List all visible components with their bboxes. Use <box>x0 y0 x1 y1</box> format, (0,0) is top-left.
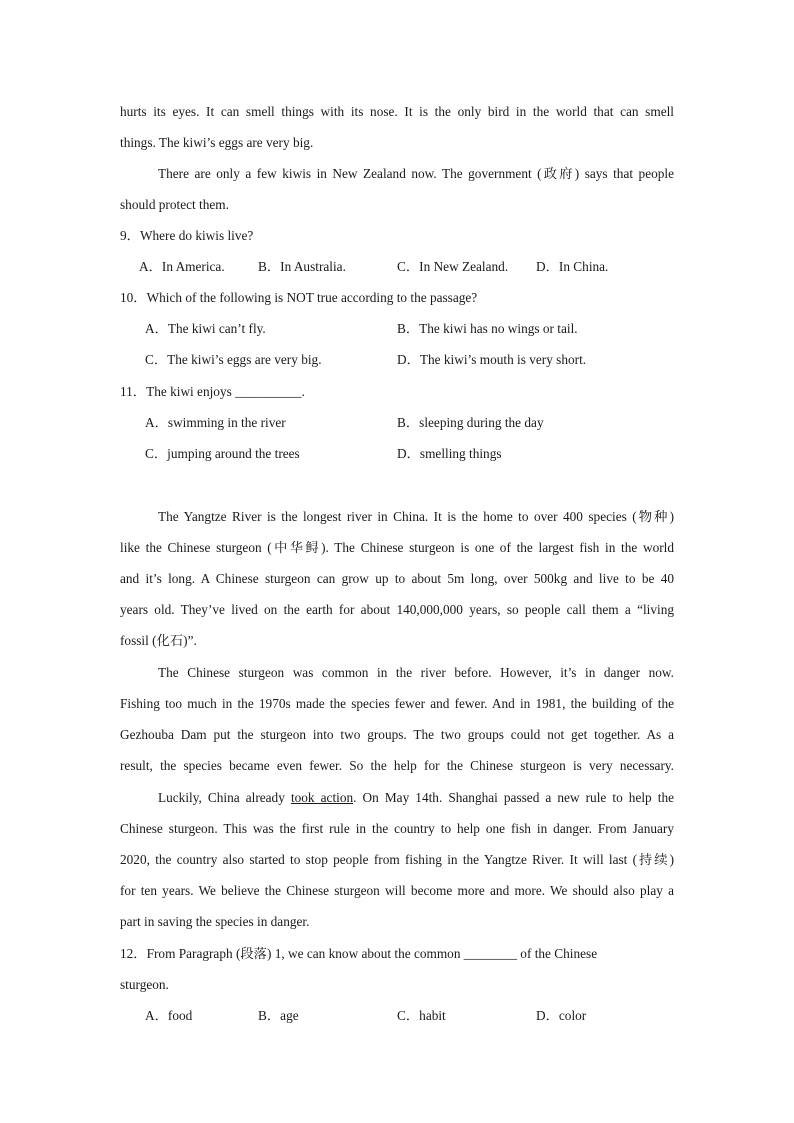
question-11-option-d: D．smelling things <box>397 446 502 461</box>
kiwi-paragraph-2-line: There are only a few kiwis in New Zealand now. The government (政府) says that people <box>158 166 674 181</box>
sturgeon-p3-line: Chinese sturgeon. This was the first rule in the country to help one fish in danger. From January <box>120 821 674 836</box>
question-9-option-c: C．In New Zealand. <box>397 259 509 274</box>
question-12-option-b: B．age <box>258 1008 299 1023</box>
question-10-option-d: D．The kiwi’s mouth is very short. <box>397 352 587 367</box>
underlined-phrase: took action <box>290 790 354 805</box>
kiwi-paragraph-2-line: should protect them. <box>120 197 229 212</box>
question-9-stem: 9．Where do kiwis live? <box>120 228 254 243</box>
question-12-option-d: D．color <box>536 1008 587 1023</box>
sturgeon-p1-line: fossil (化石)”. <box>120 633 197 648</box>
question-10-option-c: C．The kiwi’s eggs are very big. <box>145 352 322 367</box>
question-12-stem: sturgeon. <box>120 977 169 992</box>
question-11-option-b: B．sleeping during the day <box>397 415 544 430</box>
sturgeon-p3-line: part in saving the species in danger. <box>120 914 310 929</box>
sturgeon-p1-line: and it’s long. A Chinese sturgeon can grow up to about 5m long, over 500kg and live to be 40 <box>120 571 674 586</box>
question-11-option-a: A．swimming in the river <box>145 415 286 430</box>
question-9-option-a: A．In America. <box>139 259 225 274</box>
sturgeon-p2-line: result, the species became even fewer. So the help for the Chinese sturgeon is very necessary. <box>120 758 674 773</box>
question-11-option-c: C．jumping around the trees <box>145 446 300 461</box>
question-10-option-a: A．The kiwi can’t fly. <box>145 321 266 336</box>
question-10-option-b: B．The kiwi has no wings or tail. <box>397 321 578 336</box>
sturgeon-p2-line: Fishing too much in the 1970s made the species fewer and fewer. And in 1981, the building of the <box>120 696 674 711</box>
sturgeon-p1-line: like the Chinese sturgeon (中华鲟). The Chinese sturgeon is one of the largest fish in the world <box>120 540 674 555</box>
kiwi-passage-line: things. The kiwi’s eggs are very big. <box>120 135 314 150</box>
kiwi-passage-line: hurts its eyes. It can smell things with its nose. It is the only bird in the world that can smell <box>120 104 674 119</box>
question-9-option-b: B．In Australia. <box>258 259 346 274</box>
sturgeon-p1-line: years old. They’ve lived on the earth for about 140,000,000 years, so people call them a “living <box>120 602 674 617</box>
sturgeon-p2-line: Gezhouba Dam put the sturgeon into two groups. The two groups could not get together. As a <box>120 727 674 742</box>
question-12-option-c: C．habit <box>397 1008 446 1023</box>
sturgeon-p1-line: The Yangtze River is the longest river in China. It is the home to over 400 species (物种) <box>158 509 674 524</box>
question-11-stem: 11．The kiwi enjoys __________. <box>120 384 305 399</box>
question-12-stem: 12．From Paragraph (段落) 1, we can know about the common ________ of the Chinese <box>120 946 598 961</box>
question-9-option-d: D．In China. <box>536 259 609 274</box>
sturgeon-p3-line <box>158 789 674 807</box>
sturgeon-p3-text: . On May 14th. Shanghai passed a new rule to help the <box>353 790 675 805</box>
sturgeon-p3-line: for ten years. We believe the Chinese sturgeon will become more and more. We should also play a <box>120 883 674 898</box>
question-12-option-a: A．food <box>145 1008 193 1023</box>
sturgeon-p3-line: 2020, the country also started to stop people from fishing in the Yangtze River. It will last (持续) <box>120 852 674 867</box>
sturgeon-p3-text: Luckily, China already <box>158 790 291 805</box>
question-10-stem: 10．Which of the following is NOT true according to the passage? <box>120 290 478 305</box>
sturgeon-p2-line: The Chinese sturgeon was common in the river before. However, it’s in danger now. <box>158 665 674 680</box>
